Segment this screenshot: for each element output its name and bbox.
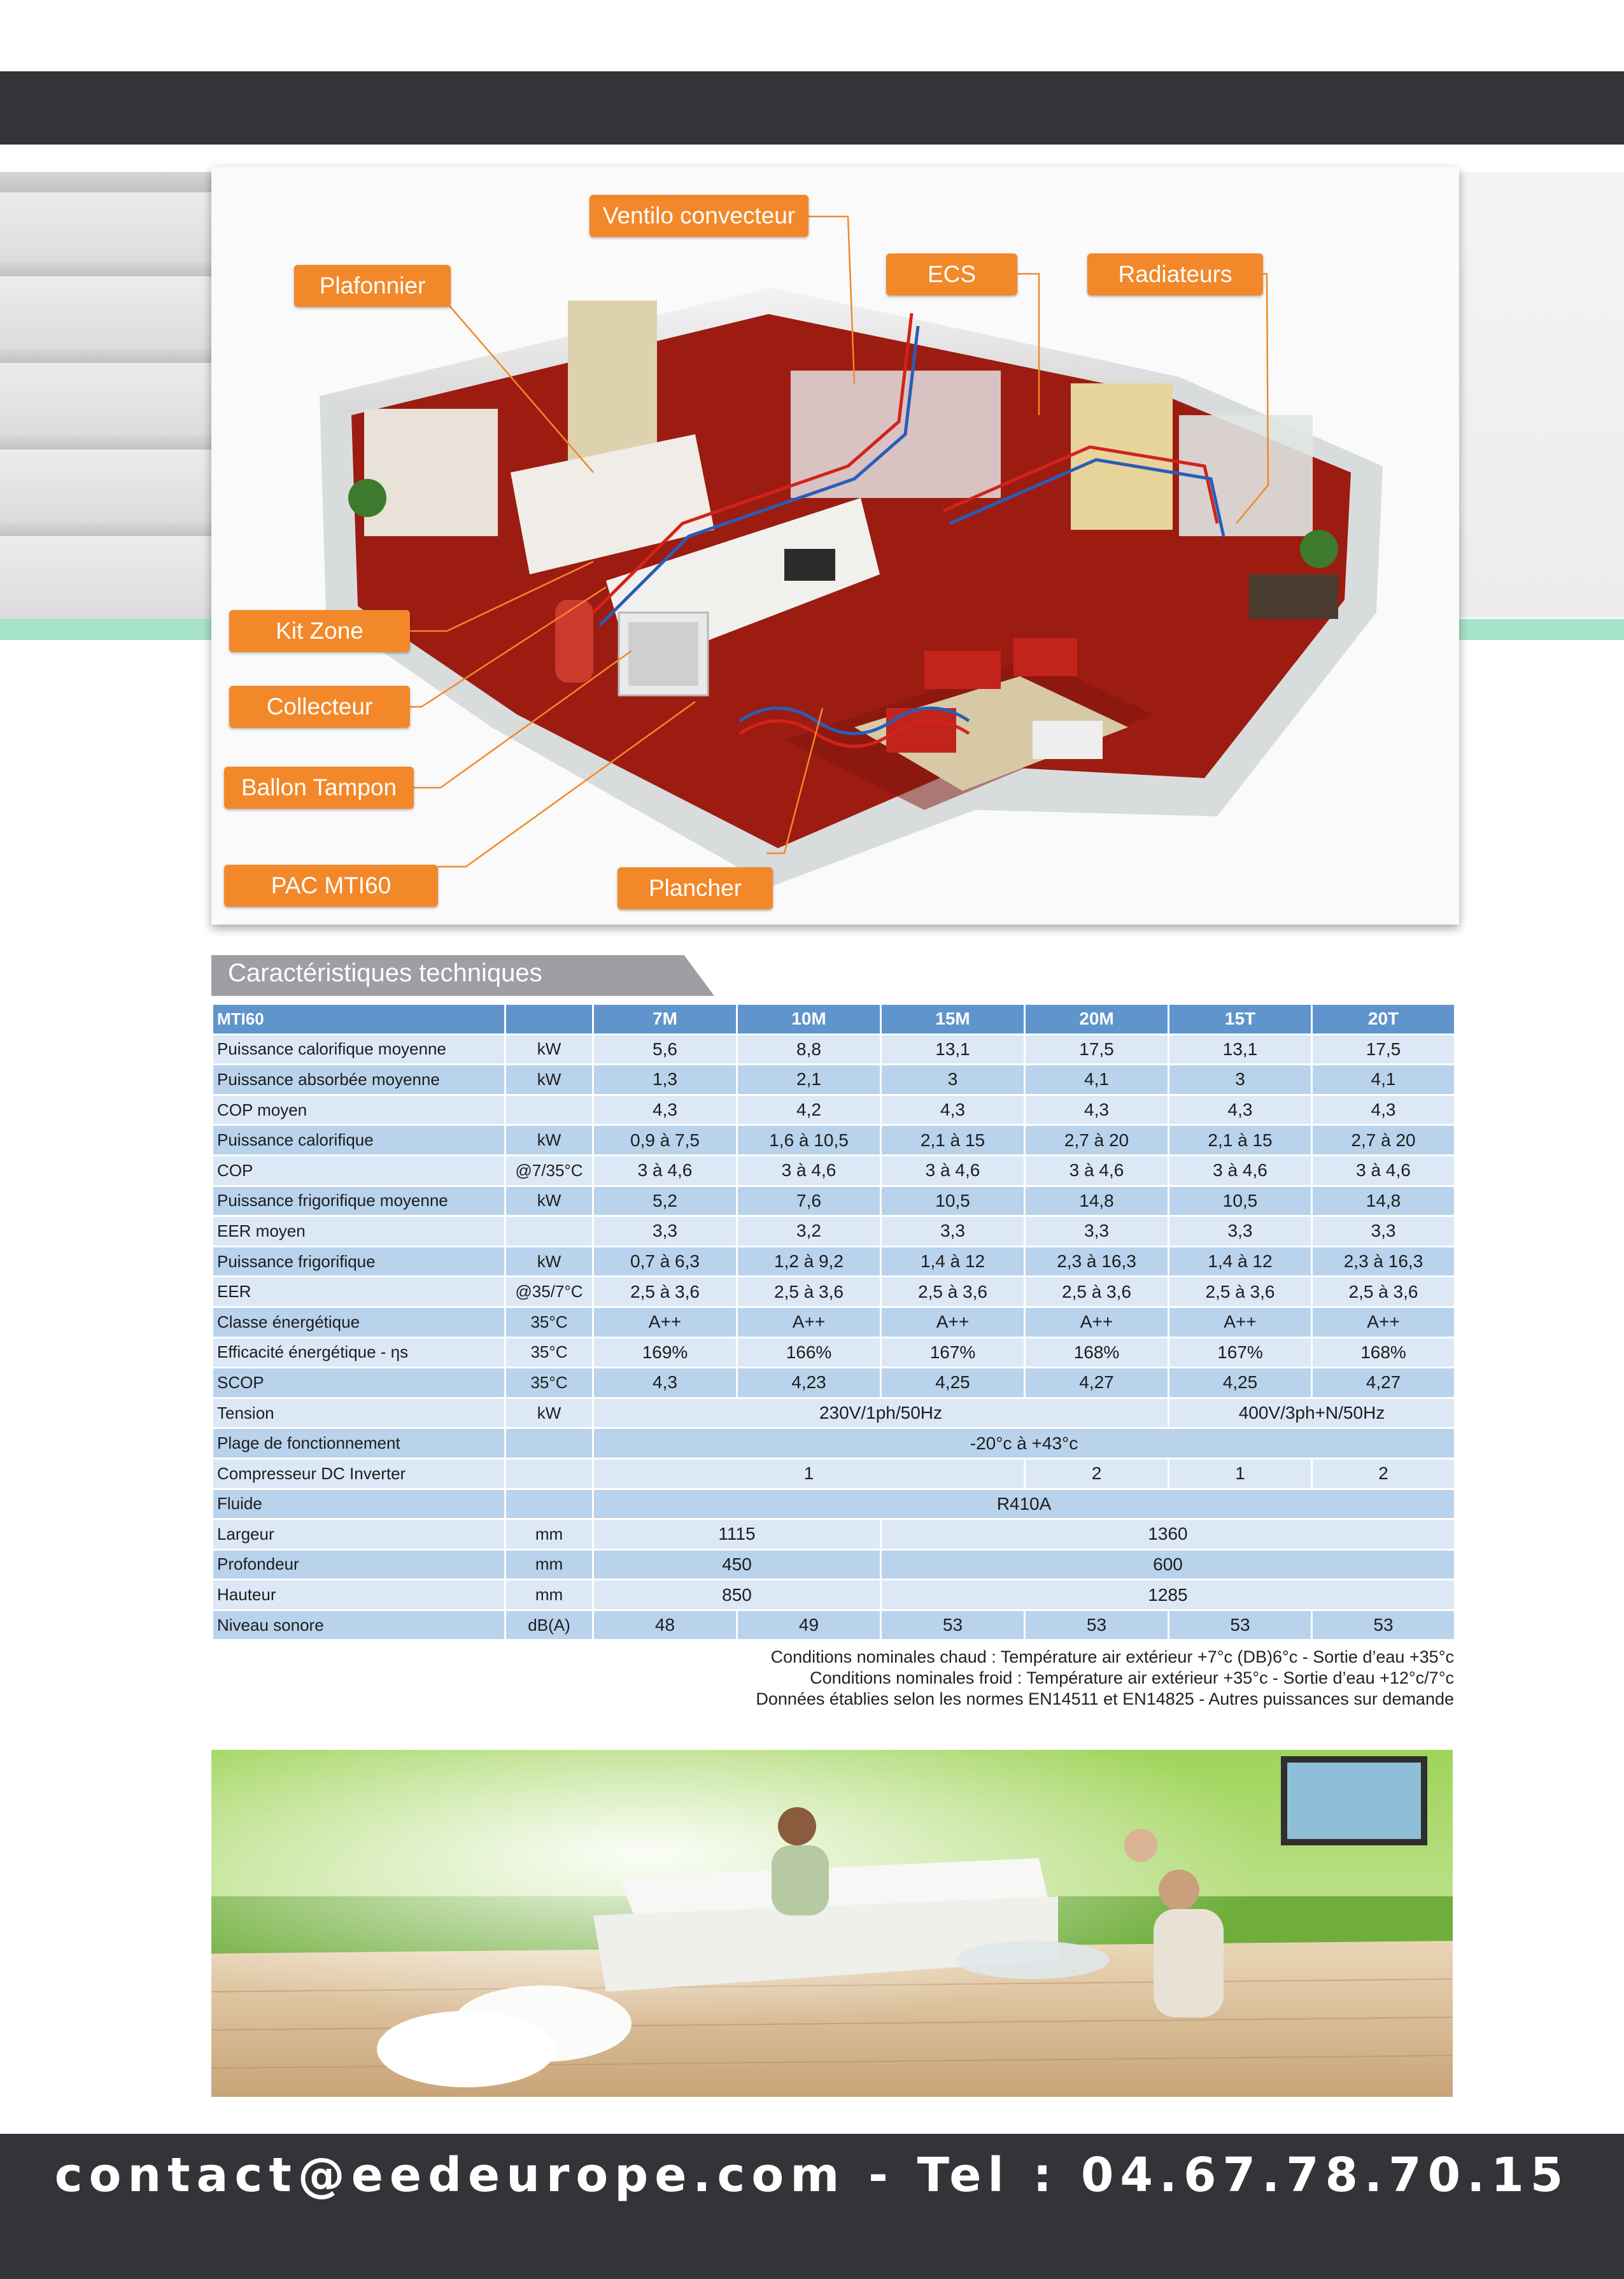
label-kit-zone: Kit Zone [229,610,410,652]
table-cell: 2,1 à 15 [881,1125,1025,1156]
table-cell: EER [213,1277,505,1307]
table-cell: 2,5 à 3,6 [1025,1277,1169,1307]
table-cell: 4,25 [1169,1368,1312,1398]
table-cell: 35°C [505,1307,593,1337]
table-row [213,1398,1455,1428]
label-pac-mti60: PAC MTI60 [224,865,438,907]
table-row [213,1277,1455,1307]
table-cell: 169% [593,1337,737,1368]
table-cell [505,1095,593,1125]
table-cell: 2,1 à 15 [1169,1125,1312,1156]
table-cell: 17,5 [1025,1034,1169,1065]
table-cell: Compresseur DC Inverter [213,1458,505,1489]
table-cell: A++ [593,1307,737,1337]
table-cell: kW [505,1034,593,1065]
table-cell: kW [505,1065,593,1095]
table-row [213,1458,1455,1489]
table-cell: 10,5 [1169,1186,1312,1216]
table-cell: 13,1 [1169,1034,1312,1065]
table-cell: 3,2 [737,1216,881,1247]
table-cell: 35°C [505,1368,593,1398]
table-cell: Fluide [213,1489,505,1519]
decorative-stripe [0,522,216,536]
table-cell: 8,8 [737,1034,881,1065]
table-cell: Puissance calorifique [213,1125,505,1156]
table-cell: Largeur [213,1519,505,1550]
table-cell: Puissance calorifique moyenne [213,1034,505,1065]
table-cell: Niveau sonore [213,1610,505,1640]
table-row [213,1155,1455,1186]
table-cell: 3 à 4,6 [1312,1155,1455,1186]
table-cell: 3 à 4,6 [881,1155,1025,1186]
table-cell: 4,2 [737,1095,881,1125]
table-cell: 168% [1312,1337,1455,1368]
table-cell: 4,27 [1025,1368,1169,1398]
table-cell: 4,23 [737,1368,881,1398]
table-cell: 0,9 à 7,5 [593,1125,737,1156]
table-cell: A++ [1025,1307,1169,1337]
table-cell: kW [505,1125,593,1156]
note-chaud: Conditions nominales chaud : Température air extérieur +7°c (DB)6°c - Sortie d’eau +35°c [770,1647,1454,1666]
table-cell: dB(A) [505,1610,593,1640]
note-froid: Conditions nominales froid : Température air extérieur +35°c - Sortie d’eau +12°c/7°c [810,1668,1454,1687]
table-cell: kW [505,1186,593,1216]
table-cell: 2 [1312,1458,1455,1489]
table-cell: 14,8 [1312,1186,1455,1216]
table-cell: 2,1 [737,1065,881,1095]
table-cell: mm [505,1519,593,1550]
table-cell: A++ [737,1307,881,1337]
table-cell: 2,7 à 20 [1312,1125,1455,1156]
table-cell: Hauteur [213,1580,505,1610]
table-cell: Efficacité énergétique - ηs [213,1337,505,1368]
table-cell: 3,3 [593,1216,737,1247]
table-cell: 1,3 [593,1065,737,1095]
table-cell: 3 à 4,6 [1169,1155,1312,1186]
table-cell: 4,3 [1025,1095,1169,1125]
table-cell: Puissance frigorifique [213,1246,505,1277]
table-cell: kW [505,1398,593,1428]
table-row [213,1428,1455,1459]
table-cell: 10M [737,1004,881,1035]
table-cell: 2 [1025,1458,1169,1489]
table-cell: 2,5 à 3,6 [593,1277,737,1307]
table-cell: kW [505,1246,593,1277]
table-cell: 3 [1169,1065,1312,1095]
table-cell: 2,5 à 3,6 [1169,1277,1312,1307]
table-header-row [213,1004,1455,1035]
table-cell [505,1458,593,1489]
table-cell: 4,3 [593,1095,737,1125]
table-row [213,1337,1455,1368]
table-cell: 168% [1025,1337,1169,1368]
table-cell [505,1004,593,1035]
table-cell: 2,3 à 16,3 [1025,1246,1169,1277]
table-cell: 1,2 à 9,2 [737,1246,881,1277]
table-cell: 7,6 [737,1186,881,1216]
decorative-panel [1458,172,1624,618]
table-cell: 35°C [505,1337,593,1368]
table-cell: Classe énergétique [213,1307,505,1337]
table-cell: 53 [1312,1610,1455,1640]
table-cell: @7/35°C [505,1155,593,1186]
table-cell: 53 [1169,1610,1312,1640]
label-radiateurs: Radiateurs [1087,253,1263,295]
table-cell: 3,3 [881,1216,1025,1247]
label-collecteur: Collecteur [229,686,410,728]
table-cell: EER moyen [213,1216,505,1247]
table-cell: 450 [593,1549,881,1580]
table-cell: Puissance frigorifique moyenne [213,1186,505,1216]
table-cell: 1285 [881,1580,1455,1610]
table-cell [505,1428,593,1459]
table-cell: 53 [1025,1610,1169,1640]
decorative-stripe [0,450,216,522]
table-cell: 1,4 à 12 [881,1246,1025,1277]
table-cell: Profondeur [213,1549,505,1580]
table-cell: 400V/3ph+N/50Hz [1169,1398,1455,1428]
table-cell: 167% [1169,1337,1312,1368]
table-cell: 600 [881,1549,1455,1580]
table-row [213,1186,1455,1216]
table-row [213,1246,1455,1277]
table-row [213,1519,1455,1550]
table-cell: 3 à 4,6 [737,1155,881,1186]
table-cell: 5,6 [593,1034,737,1065]
table-row [213,1580,1455,1610]
table-cell: 4,3 [1312,1095,1455,1125]
table-cell: 17,5 [1312,1034,1455,1065]
table-cell: SCOP [213,1368,505,1398]
footer-contact[interactable]: contact@eedeurope.com - Tel : 04.67.78.70.15 [54,2148,1570,2203]
table-cell: 3 à 4,6 [1025,1155,1169,1186]
table-cell: 48 [593,1610,737,1640]
table-cell: 7M [593,1004,737,1035]
table-cell: 4,1 [1312,1065,1455,1095]
table-cell: A++ [881,1307,1025,1337]
table-cell: MTI60 [213,1004,505,1035]
table-cell: Puissance absorbée moyenne [213,1065,505,1095]
label-plafonnier: Plafonnier [294,265,451,307]
table-cell: COP [213,1155,505,1186]
table-cell: 4,1 [1025,1065,1169,1095]
table-cell: 1,4 à 12 [1169,1246,1312,1277]
table-cell: 3 à 4,6 [593,1155,737,1186]
section-heading [211,955,714,996]
table-cell: Plage de fonctionnement [213,1428,505,1459]
table-cell: 4,25 [881,1368,1025,1398]
table-cell: 5,2 [593,1186,737,1216]
table-cell: 10,5 [881,1186,1025,1216]
table-cell: 53 [881,1610,1025,1640]
table-cell: 2,5 à 3,6 [881,1277,1025,1307]
family-photo [211,1750,1453,2097]
decorative-stripe [0,436,216,450]
table-cell [505,1489,593,1519]
table-cell: mm [505,1549,593,1580]
table-cell: 15M [881,1004,1025,1035]
table-cell: A++ [1312,1307,1455,1337]
table-row [213,1065,1455,1095]
specifications-table [211,1003,1456,1641]
table-cell: 1,6 à 10,5 [737,1125,881,1156]
installation-diagram [211,167,1459,925]
table-cell [505,1216,593,1247]
decorative-stripe [0,363,216,436]
table-row [213,1216,1455,1247]
section-title: Caractéristiques techniques [228,959,542,987]
table-cell: 2,5 à 3,6 [1312,1277,1455,1307]
table-cell: 4,27 [1312,1368,1455,1398]
table-cell: 0,7 à 6,3 [593,1246,737,1277]
table-row [213,1307,1455,1337]
table-cell: 20T [1312,1004,1455,1035]
table-cell: 4,3 [881,1095,1025,1125]
table-cell: 3,3 [1025,1216,1169,1247]
table-cell: COP moyen [213,1095,505,1125]
table-cell: -20°c à +43°c [593,1428,1455,1459]
decorative-stripe [0,192,216,262]
table-row [213,1095,1455,1125]
decorative-stripe [0,276,216,349]
table-cell: 230V/1ph/50Hz [593,1398,1169,1428]
table-cell: 14,8 [1025,1186,1169,1216]
label-ventilo-convecteur: Ventilo convecteur [590,195,808,237]
note-normes: Données établies selon les normes EN14511 et EN14825 - Autres puissances sur demande [756,1689,1454,1708]
table-cell: 15T [1169,1004,1312,1035]
table-cell: 2,5 à 3,6 [737,1277,881,1307]
label-ballon-tampon: Ballon Tampon [224,767,414,809]
decorative-stripe [0,536,216,619]
table-cell: 1115 [593,1519,881,1550]
table-cell: 3,3 [1169,1216,1312,1247]
table-cell: 1360 [881,1519,1455,1550]
table-cell: 49 [737,1610,881,1640]
table-cell: @35/7°C [505,1277,593,1307]
table-row [213,1125,1455,1156]
table-cell: A++ [1169,1307,1312,1337]
table-cell: Tension [213,1398,505,1428]
table-cell: 1 [593,1458,1025,1489]
table-cell: 4,3 [593,1368,737,1398]
table-cell: 3,3 [1312,1216,1455,1247]
table-cell: 167% [881,1337,1025,1368]
table-cell: R410A [593,1489,1455,1519]
table-cell: 20M [1025,1004,1169,1035]
table-cell: 13,1 [881,1034,1025,1065]
table-cell: 3 [881,1065,1025,1095]
header-bar [0,71,1624,145]
table-row [213,1034,1455,1065]
table-cell: 2,3 à 16,3 [1312,1246,1455,1277]
table-row [213,1549,1455,1580]
decorative-stripe [0,172,216,192]
decorative-stripe [0,262,216,276]
table-cell: 2,7 à 20 [1025,1125,1169,1156]
table-row [213,1610,1455,1640]
table-row [213,1489,1455,1519]
label-ecs: ECS [886,253,1017,295]
table-cell: 1 [1169,1458,1312,1489]
label-plancher: Plancher [618,867,773,909]
table-cell: 4,3 [1169,1095,1312,1125]
table-row [213,1368,1455,1398]
table-cell: 850 [593,1580,881,1610]
table-cell: 166% [737,1337,881,1368]
decorative-stripe [0,349,216,363]
table-cell: mm [505,1580,593,1610]
